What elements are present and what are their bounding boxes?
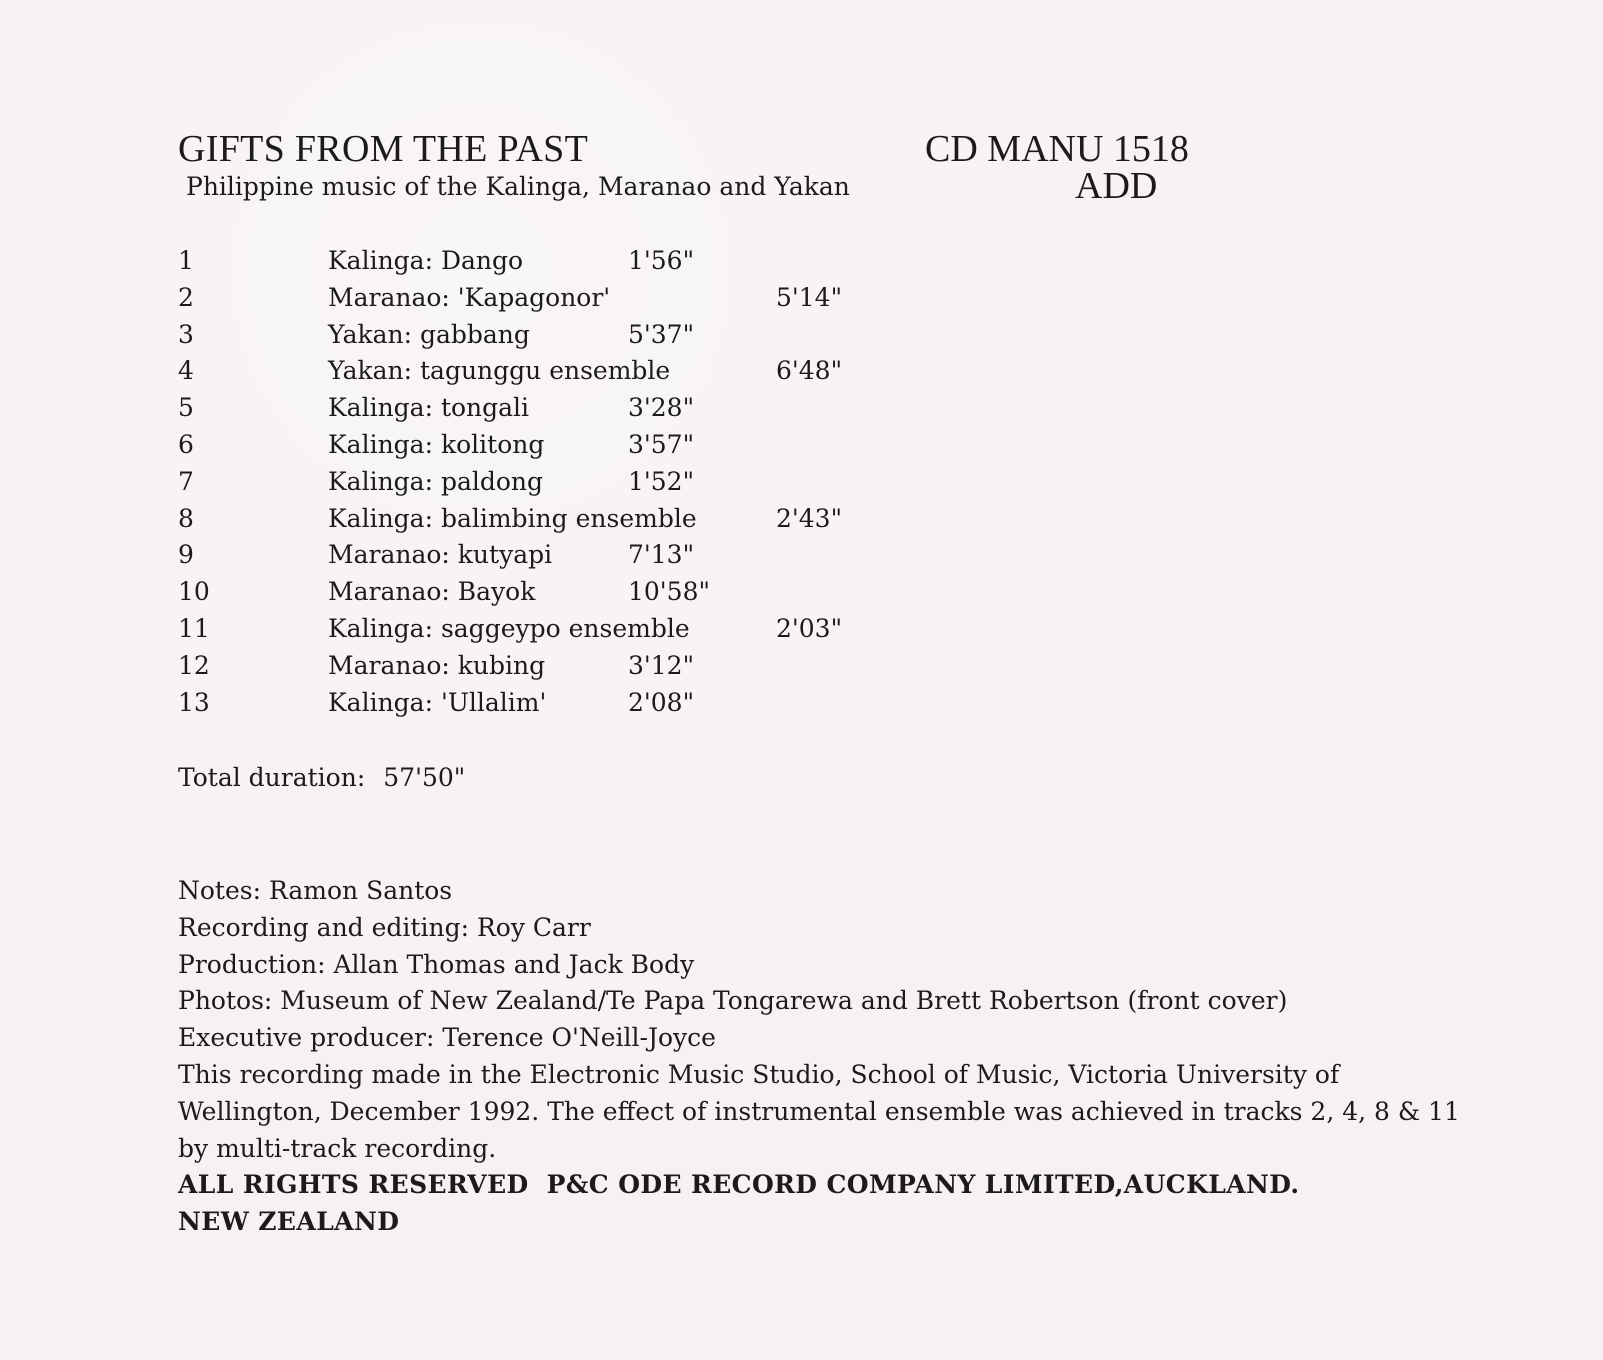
track-duration: 2'08" (628, 687, 695, 717)
track-number: 4 (178, 356, 194, 386)
catalog-number: CD MANU 1518 (925, 128, 1189, 170)
recording-note: This recording made in the Electronic Music Studio, School of Music, Victoria University of Wellington, December 1992. The effect of instrumental ensemble was achieved in tracks 2, 4, 8 & 11 by multi-track recording. (178, 1059, 1460, 1163)
credits-block (178, 873, 1468, 1241)
track-number: 8 (178, 503, 194, 533)
track-number: 2 (178, 282, 194, 312)
track-duration: 2'43" (776, 503, 843, 533)
total-duration-value: 57'50" (383, 763, 466, 792)
track-duration: 3'12" (628, 650, 695, 680)
track-number: 11 (178, 613, 210, 643)
track-duration: 3'57" (628, 429, 695, 459)
total-duration-label: Total duration: (178, 763, 366, 792)
track-number: 13 (178, 687, 210, 717)
track-number: 5 (178, 393, 194, 423)
album-subtitle: Philippine music of the Kalinga, Maranao and Yakan (186, 172, 850, 201)
photos-credit: Photos: Museum of New Zealand/Te Papa Tongarewa and Brett Robertson (front cover) (178, 986, 1288, 1016)
track-duration: 6'48" (776, 356, 843, 386)
track-duration: 5'37" (628, 319, 695, 349)
track-title: Maranao: kubing (328, 650, 546, 680)
track-title: Maranao: Bayok (328, 577, 536, 607)
track-duration: 5'14" (776, 282, 843, 312)
track-number: 10 (178, 577, 210, 607)
track-duration: 2'03" (776, 613, 843, 643)
track-title: Kalinga: Dango (328, 246, 524, 275)
executive-producer-credit: Executive producer: Terence O'Neill-Joyce (178, 1023, 716, 1053)
track-title: Kalinga: saggeypo ensemble (328, 613, 690, 643)
track-title: Yakan: tagunggu ensemble (328, 356, 671, 386)
track-title: Maranao: 'Kapagonor' (328, 282, 611, 312)
track-duration: 1'52" (628, 466, 695, 496)
total-duration (178, 763, 465, 792)
track-title: Kalinga: kolitong (328, 429, 545, 459)
copyright-holder: P&C ODE RECORD COMPANY LIMITED,AUCKLAND. (546, 1170, 1300, 1200)
rights-country: NEW ZEALAND (178, 1207, 400, 1237)
track-title: Kalinga: balimbing ensemble (328, 503, 697, 533)
album-title: GIFTS FROM THE PAST (178, 128, 589, 170)
recording-credit: Recording and editing: Roy Carr (178, 912, 591, 942)
track-duration: 10'58" (628, 577, 710, 607)
rights-statement (178, 1167, 1468, 1204)
track-number: 7 (178, 466, 194, 496)
track-number: 3 (178, 319, 194, 349)
track-number: 9 (178, 540, 194, 570)
rights-reserved: ALL RIGHTS RESERVED (178, 1170, 529, 1200)
production-credit: Production: Allan Thomas and Jack Body (178, 949, 695, 979)
track-title: Kalinga: 'Ullalim' (328, 687, 547, 717)
track-number: 12 (178, 650, 210, 680)
track-duration: 7'13" (628, 540, 695, 570)
track-duration: 3'28" (628, 393, 695, 423)
track-number: 1 (178, 246, 194, 275)
track-number: 6 (178, 429, 194, 459)
track-title: Yakan: gabbang (328, 319, 530, 349)
track-duration: 1'56" (628, 246, 695, 275)
track-title: Kalinga: tongali (328, 393, 530, 423)
recording-format: ADD (1075, 165, 1158, 207)
track-title: Kalinga: paldong (328, 466, 544, 496)
track-title: Maranao: kutyapi (328, 540, 553, 570)
notes-credit: Notes: Ramon Santos (178, 876, 453, 905)
